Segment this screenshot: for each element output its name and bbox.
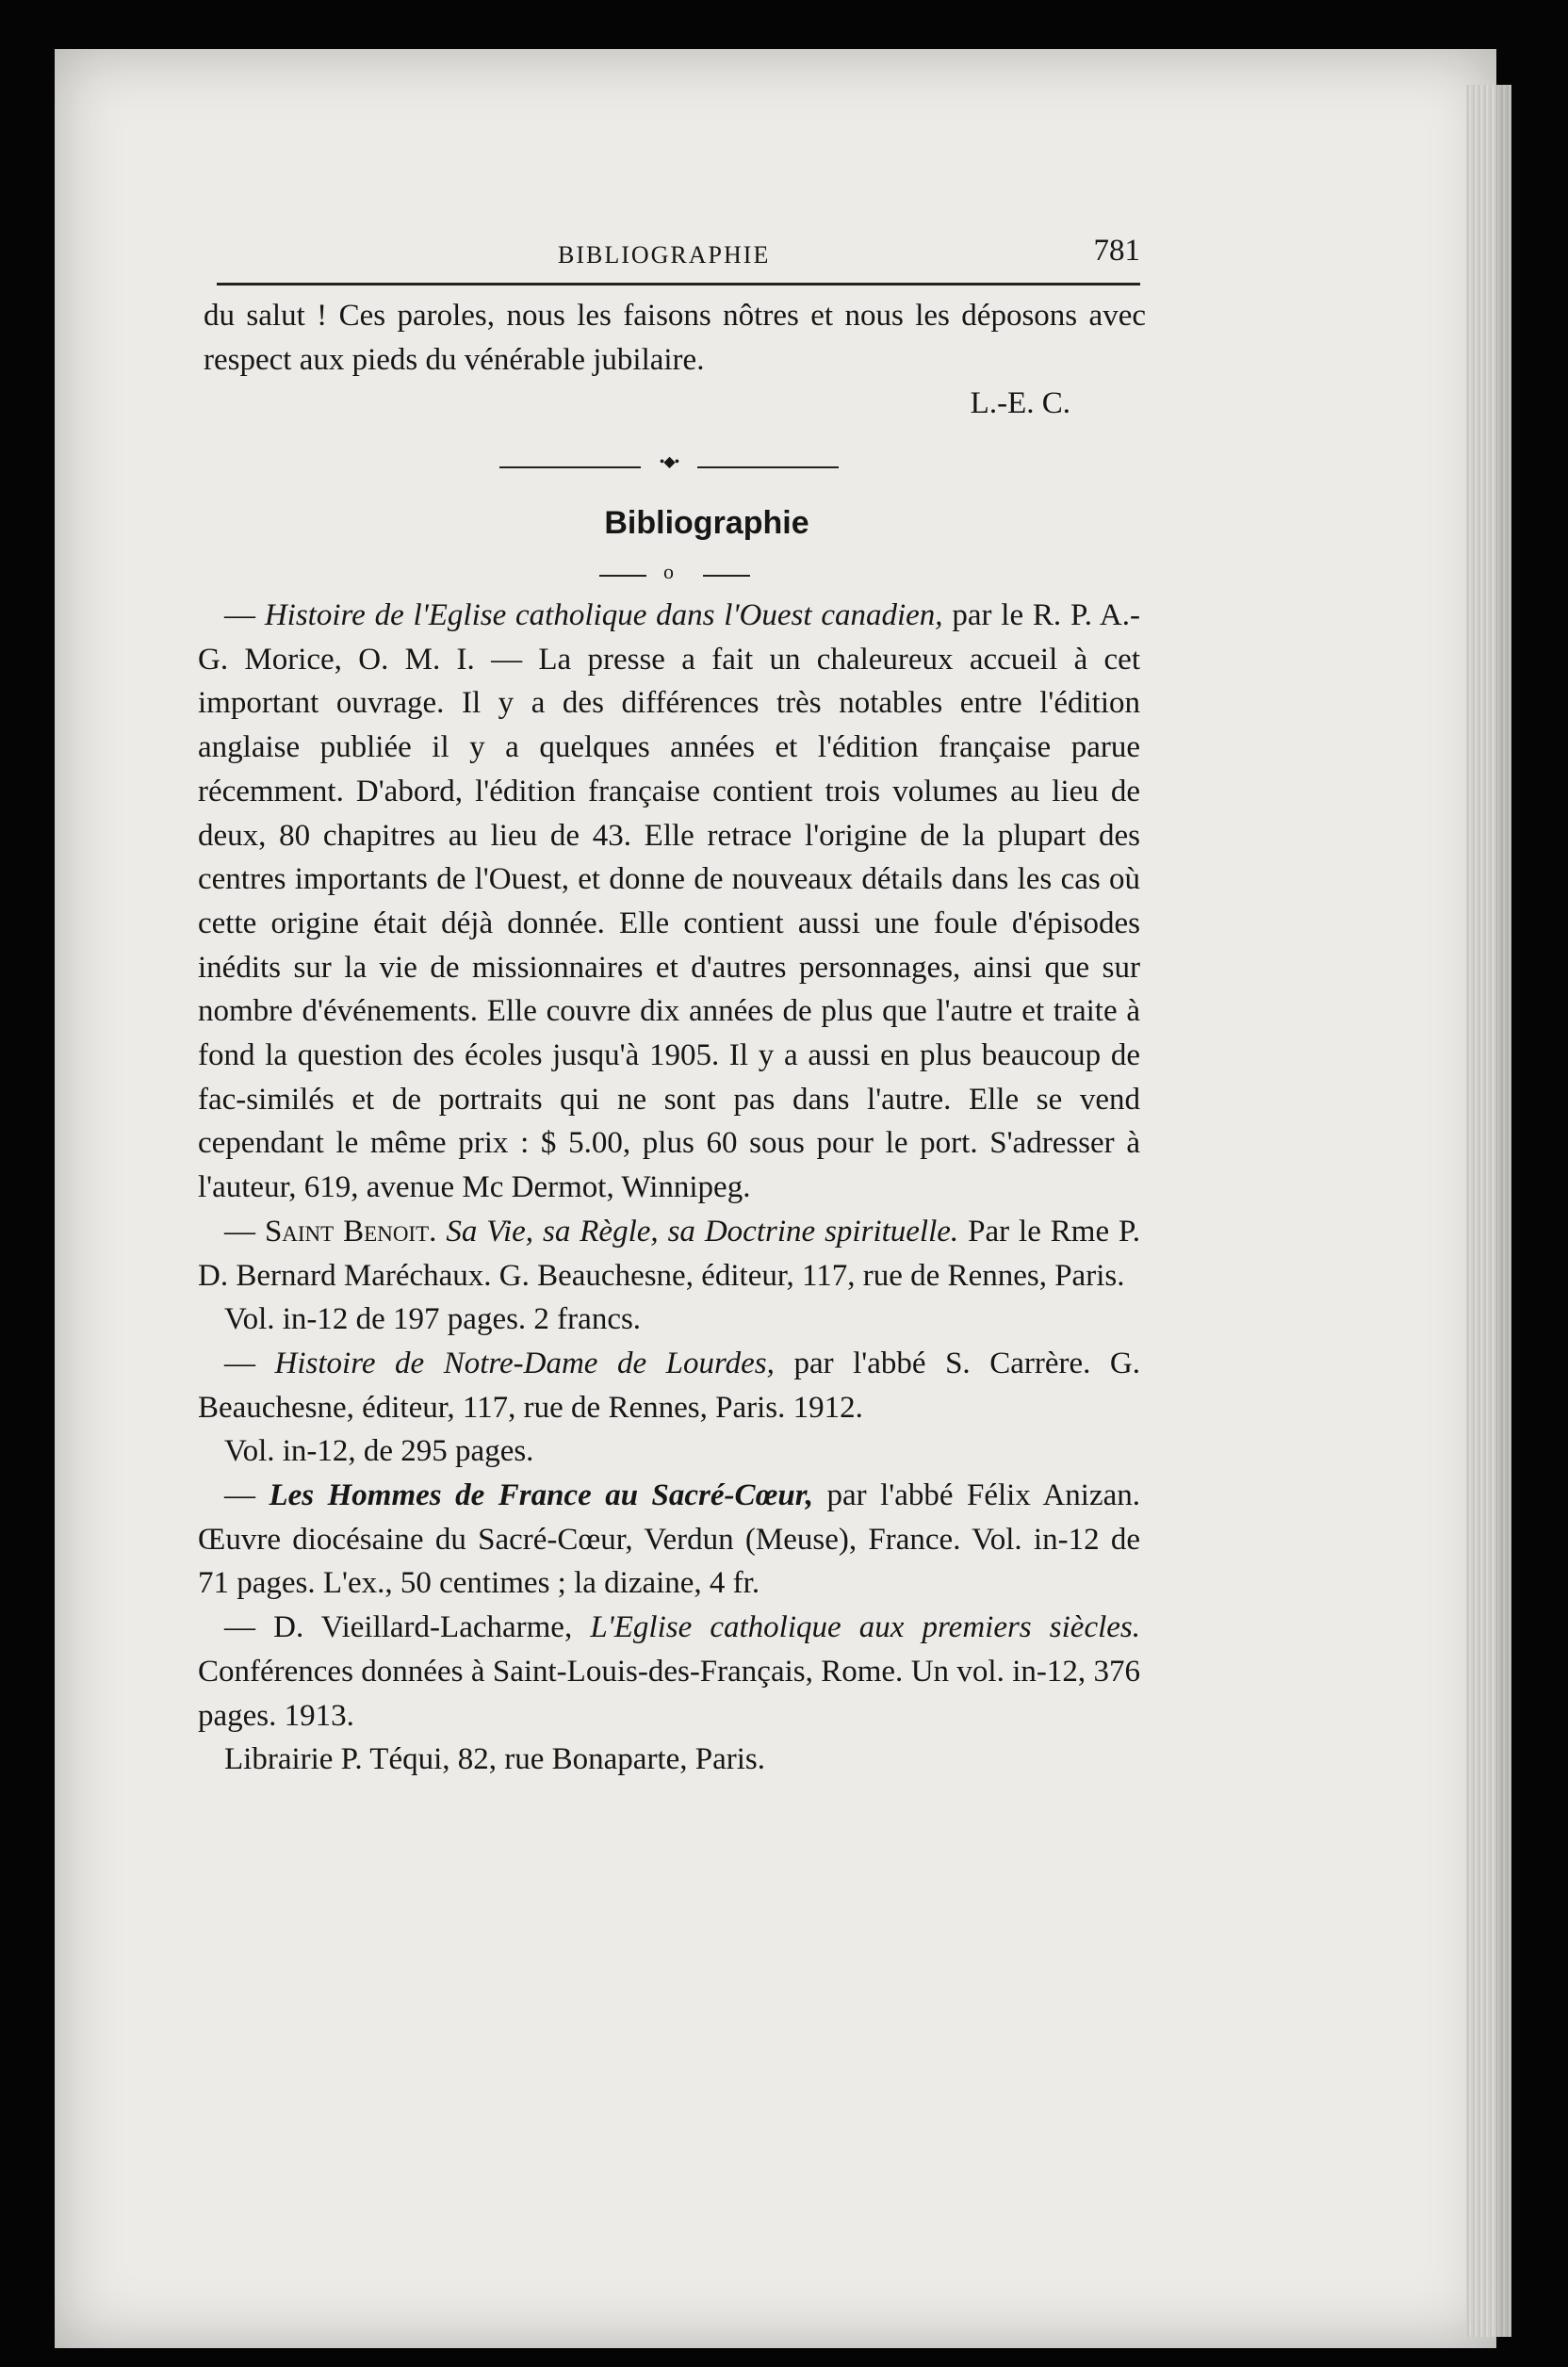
entry-dash: —: [224, 598, 265, 632]
ornament-line-right: [697, 466, 839, 468]
page-header: [217, 234, 1140, 277]
entry-1: [198, 594, 1140, 1210]
small-separator: [599, 560, 750, 588]
entry-text: Conférences données à Saint-Louis-des-Français, Rome. Un vol. in-12, 376 pages. 1913.: [198, 1654, 1140, 1733]
entry-dash: —: [224, 1346, 275, 1380]
ornament-mark: •◆•: [659, 454, 679, 470]
entry-dash: —: [224, 1478, 270, 1513]
entry-text: par l'abbé S. Carrère. G. Beauchesne, éditeur, 117, rue de Rennes, Paris. 1912.: [198, 1346, 1140, 1425]
entry-title: Histoire de l'Eglise catholique dans l'Ouest canadien,: [264, 598, 943, 632]
entry-author: Saint Benoit.: [264, 1214, 437, 1249]
bibliography-entries: [198, 594, 1140, 1782]
section-title: Bibliographie: [604, 505, 809, 541]
entry-4: [198, 1474, 1140, 1606]
running-title: BIBLIOGRAPHIE: [558, 241, 771, 269]
entry-text: par le R. P. A.-G. Morice, O. M. I. — La presse a fait un chaleureux accueil à cet important ouvrage. Il y a des différences très notables entre l'édition anglaise publiée il y a quelques années et l'édition française parue récemment. D'abord, l'édition française contient trois volumes au lieu de deux, 80 chapitres au lieu de 43. Elle retrace l'origine de la plupart des centres importants de l'Ouest, et donne de nouveaux détails dans les cas où cette origine était déjà donnée. Elle contient aussi une foule d'épisodes inédits sur la vie de missionnaires et d'autres personnages, ainsi que sur nombre d'événements. Elle couvre dix années de plus que l'autre et traite à fond la question des écoles jusqu'à 1905. Il y a aussi en plus beaucoup de fac-similés et de portraits qui ne sont pas dans l'autre. Elle se vend cependant le même prix : $ 5.00, plus 60 sous pour le port. S'adresser à l'auteur, 619, avenue Mc Dermot, Winnipeg.: [198, 598, 1140, 1205]
entry-3-extra: Vol. in-12, de 295 pages.: [224, 1434, 534, 1469]
page-number: 781: [1093, 234, 1140, 268]
entry-dash: — D. Vieillard-Lacharme,: [224, 1610, 591, 1645]
entry-2: [198, 1210, 1140, 1298]
entry-2-extra: Vol. in-12 de 197 pages. 2 francs.: [224, 1302, 642, 1337]
separator-line-right: [703, 575, 750, 577]
entry-5-extra: Librairie P. Téqui, 82, rue Bonaparte, Paris.: [224, 1742, 766, 1777]
intro-block: [204, 294, 1146, 426]
separator-line-left: [599, 575, 646, 577]
entry-title: Sa Vie, sa Règle, sa Doctrine spirituelle.: [436, 1214, 959, 1249]
entry-text: par l'abbé Félix Anizan. Œuvre diocésaine du Sacré-Cœur, Verdun (Meuse), France. Vol. in-12 de 71 pages. L'ex., 50 centimes ; la dizaine, 4 fr.: [198, 1478, 1141, 1601]
entry-title: L'Eglise catholique aux premiers siècles.: [590, 1610, 1140, 1645]
entry-dash: —: [224, 1214, 265, 1249]
ornament-line-left: [499, 466, 641, 468]
entry-title: Les Hommes de France au Sacré-Cœur,: [269, 1478, 813, 1513]
entry-title: Histoire de Notre-Dame de Lourdes,: [274, 1346, 775, 1380]
entry-text: Par le Rme P. D. Bernard Maréchaux. G. Beauchesne, éditeur, 117, rue de Rennes, Paris.: [198, 1214, 1140, 1293]
separator-mark: o: [663, 560, 674, 583]
header-rule: [217, 283, 1140, 286]
intro-paragraph: du salut ! Ces paroles, nous les faisons nôtres et nous les déposons avec respect aux pieds du vénérable jubilaire.: [204, 299, 1146, 377]
entry-3: [198, 1342, 1140, 1429]
entry-5: [198, 1606, 1140, 1738]
page-edges: [1466, 85, 1511, 2337]
signature: L.-E. C.: [970, 386, 1070, 421]
ornament-separator: [499, 454, 839, 473]
